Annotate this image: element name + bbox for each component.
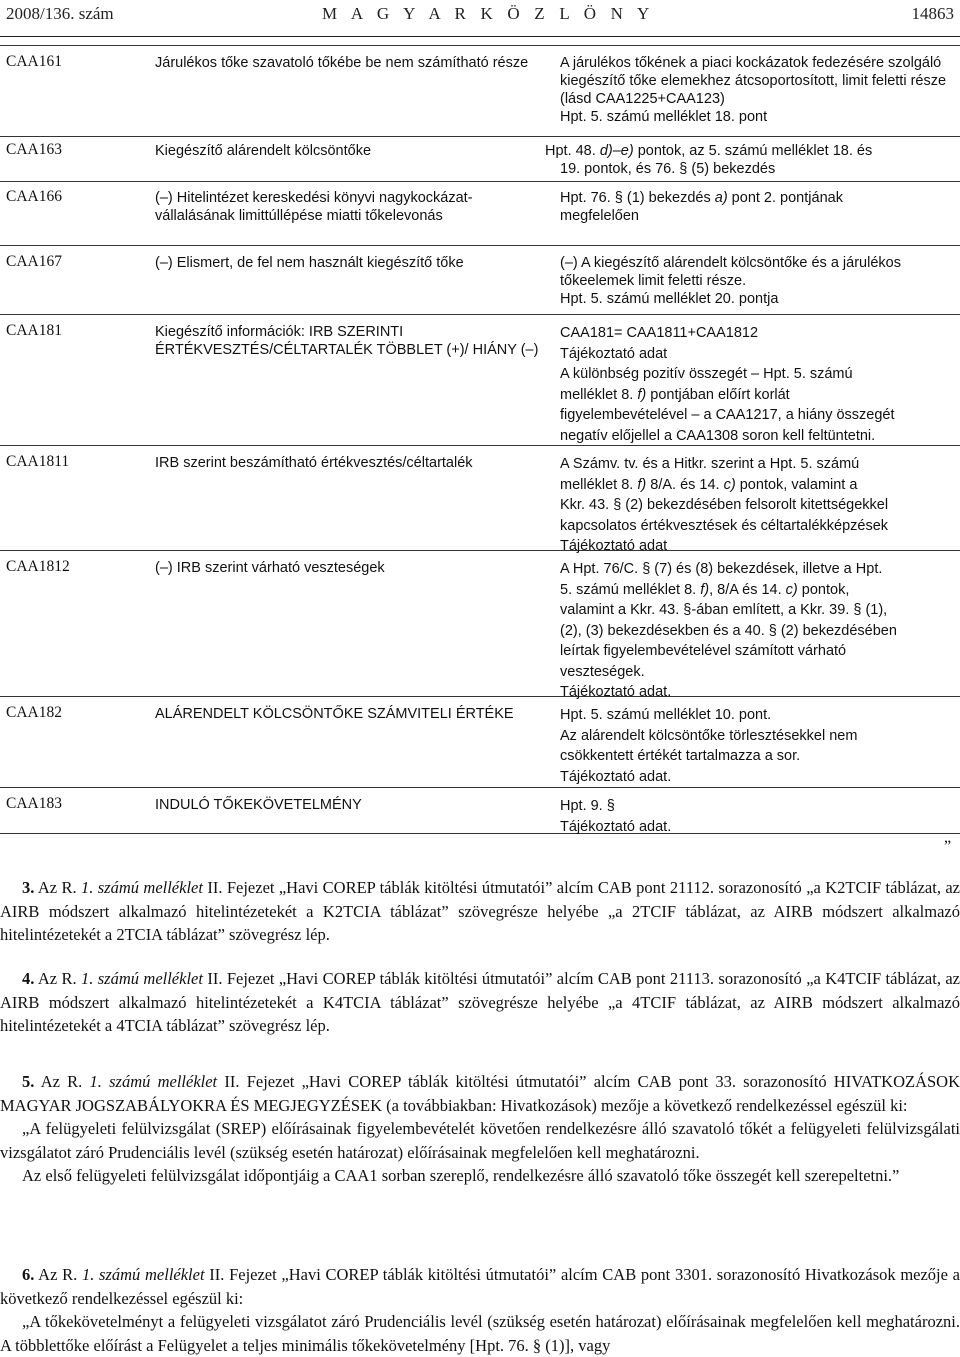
- row-reference: [560, 254, 955, 308]
- row-code: CAA167: [6, 253, 62, 270]
- reference-text: Hpt. 5. számú melléklet 20. pontja: [560, 291, 779, 307]
- row-divider: [0, 181, 960, 182]
- row-reference: CAA181= CAA1811+CAA1812 Tájékoztató adat A különbség pozitív összegét – Hpt. 5. számú melléklet 8. f) pontjában előírt korlát figyelembevételével – a CAA1217, a hiány összegét negatív előjellel a CAA1308 soron kell feltüntetni.: [560, 325, 895, 444]
- row-reference: Hpt. 5. számú melléklet 10. pont. Az alárendelt kölcsöntőke törlesztésekkel nem csökkentett értékét tartalmazza a sor. Tájékoztató adat.: [560, 707, 858, 785]
- closing-quote: ”: [944, 838, 952, 855]
- row-divider: [0, 245, 960, 246]
- reference-text: Hpt. 5. számú melléklet 18. pont: [560, 109, 768, 125]
- row-description: (–) Elismert, de fel nem használt kiegészítő tőke: [155, 255, 464, 271]
- header-rule: [0, 36, 960, 37]
- page-number: 14863: [911, 4, 954, 23]
- row-description: INDULÓ TŐKEKÖVETELMÉNY: [155, 797, 362, 813]
- row-reference: Hpt. 76. § (1) bekezdés a) pont 2. pontjának megfelelően: [560, 190, 843, 224]
- row-reference: Hpt. 9. § Tájékoztató adat.: [560, 798, 672, 835]
- row-code: CAA163: [6, 141, 62, 158]
- amendment-paragraph-6: 6. Az R. 1. számú melléklet II. Fejezet „Havi COREP táblák kitöltési útmutatói” alcím CAB pont 3301. sorazonosító Hivatkozások mezője a következő rendelkezéssel egészül ki: „A tőkekövetelményt a felügyeleti vizsgálatot záró Prudenciális levél (szükség esetén határozat) előírásainak megfelelően kell meghatározni. A többlettőke előírást a Felügyelet a teljes minimális tőkekövetelmény [Hpt. 76. § (1)], vagy: [0, 1265, 960, 1355]
- row-reference: A Hpt. 76/C. § (7) és (8) bekezdések, illetve a Hpt. 5. számú melléklet 8. f), 8/A és 14. c) pontok, valamint a Kkr. 43. §-ában említett, a Kkr. 39. § (1), (2), (3) bekezdésekben és a 40. § (2) bekezdésében leírtak figyelembevételével számított várható veszteségek. Tájékoztató adat.: [560, 561, 897, 700]
- row-description: IRB szerint beszámítható értékvesztés/céltartalék: [155, 455, 473, 471]
- row-reference: A Számv. tv. és a Hitkr. szerint a Hpt. 5. számú melléklet 8. f) 8/A. és 14. c) pontok, valamint a Kkr. 43. § (2) bekezdésében felsorolt kitettségekkel kapcsolatos értékvesztések és céltartalékképzések Tájékoztató adat: [560, 456, 889, 554]
- row-description: ALÁRENDELT KÖLCSÖNTŐKE SZÁMVITELI ÉRTÉKE: [155, 706, 514, 722]
- row-reference: Hpt. 48. d)–e) pontok, az 5. számú melléklet 18. és 19. pontok, és 76. § (5) bekezdés: [545, 143, 873, 177]
- amendment-paragraph-5: 5. Az R. 1. számú melléklet II. Fejezet „Havi COREP táblák kitöltési útmutatói” alcím CAB pont 33. sorazonosító HIVATKOZÁSOK MAGYAR JOGSZABÁLYOKRA ÉS MEGJEGYZÉSEK (a továbbiakban: Hivatkozások) mezője a következő rendelkezéssel egészül ki: „A felügyeleti felülvizsgálat (SREP) előírásainak figyelembevételét követően rendelkezésre álló szavatoló tőkét a felügyeleti felülvizsgálati vizsgálatot záró Prudenciális levél (szükség esetén határozat) előírásainak megfelelően kell meghatározni. Az első felügyeleti felülvizsgálat időpontjáig a CAA1 sorban szereplő, rendelkezésre álló szavatoló tőke összegét kell szerepeltetni.”: [0, 1072, 960, 1185]
- amendment-paragraph-4: 4. Az R. 1. számú melléklet II. Fejezet „Havi COREP táblák kitöltési útmutatói” alcím CAB pont 21113. sorazonosító „a K4TCIF táblázat, az AIRB módszert alkalmazó hitelintézetekét a K4TCIA táblázat” szövegrésze helyébe „a 4TCIF táblázat, az AIRB módszert alkalmazó hitelintézetekét a 4TCIA táblázat” szövegrész lép.: [0, 969, 960, 1035]
- row-code: CAA161: [6, 53, 62, 70]
- page-header: [0, 0, 960, 34]
- row-description: Járulékos tőke szavatoló tőkébe be nem számítható része: [155, 55, 529, 71]
- row-code: CAA181: [6, 322, 62, 339]
- row-divider: [0, 45, 960, 46]
- issue-number: 2008/136. szám: [6, 4, 114, 23]
- amendment-paragraph-3: 3. Az R. 1. számú melléklet II. Fejezet „Havi COREP táblák kitöltési útmutatói” alcím CAB pont 21112. sorazonosító „a K2TCIF táblázat, az AIRB módszert alkalmazó hitelintézetekét a K2TCIA táblázat” szövegrésze helyébe „a 2TCIF táblázat, az AIRB módszert alkalmazó hitelintézetekét a 2TCIA táblázat” szövegrész lép.: [0, 878, 960, 944]
- row-code: CAA183: [6, 795, 62, 812]
- row-description: Kiegészítő alárendelt kölcsöntőke: [155, 143, 372, 159]
- row-description: (–) Hitelintézet kereskedési könyvi nagykockázat-vállalásának limittúllépése miatti tőkelevonás: [155, 190, 473, 224]
- row-description: Kiegészítő információk: IRB SZERINTI ÉRTÉKVESZTÉS/CÉLTARTALÉK TÖBBLET (+)/ HIÁNY (–): [155, 324, 539, 358]
- reference-text: A járulékos tőkének a piaci kockázatok fedezésére szolgáló kiegészítő tőke elemekhez átcsoportosított, limit feletti része (lásd CAA1225+CAA123): [560, 55, 947, 107]
- row-description: (–) IRB szerint várható veszteségek: [155, 560, 385, 576]
- row-code: CAA182: [6, 704, 62, 721]
- reference-text: (–) A kiegészítő alárendelt kölcsöntőke és a járulékos tőkeelemek limit feletti része.: [560, 255, 901, 289]
- row-divider: [0, 787, 960, 788]
- row-code: CAA1811: [6, 453, 70, 470]
- gazette-title: M A G Y A R K Ö Z L Ö N Y: [322, 4, 655, 23]
- row-code: CAA1812: [6, 558, 70, 575]
- row-reference: [560, 54, 955, 126]
- row-code: CAA166: [6, 188, 62, 205]
- row-divider: [0, 314, 960, 315]
- row-divider: [0, 136, 960, 137]
